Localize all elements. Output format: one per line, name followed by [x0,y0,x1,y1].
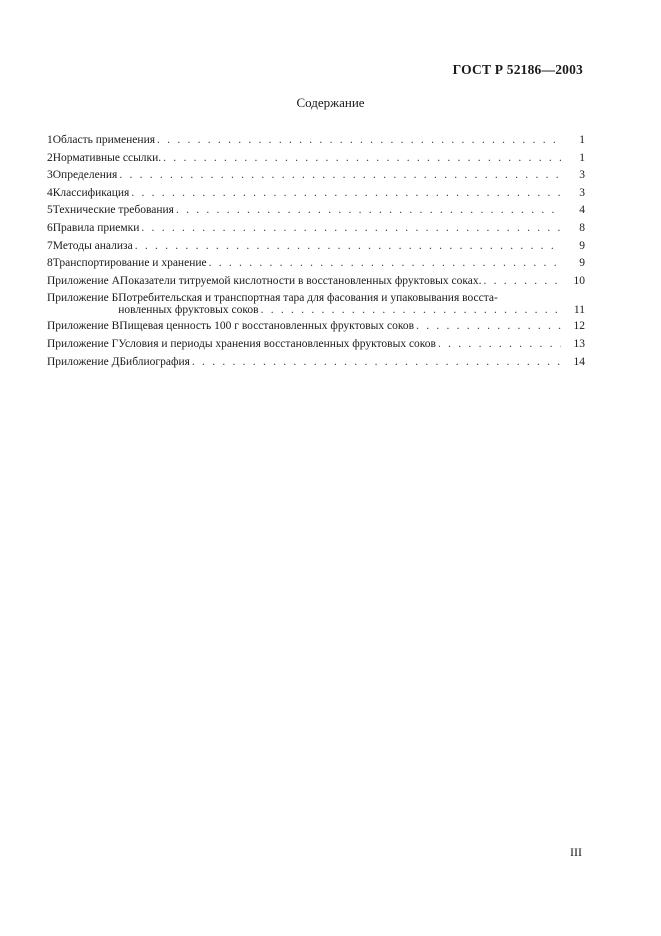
dot-leader [157,134,561,146]
toc-entry-number: 5 [47,204,53,217]
toc-entry-page: 1 [579,134,585,146]
dot-leader [209,257,561,269]
dot-leader [176,204,561,216]
dot-leader [438,338,561,350]
table-of-contents [47,134,585,373]
toc-entry [47,292,585,316]
toc-entry-number: 2 [47,151,53,164]
toc-entry-title: Условия и периоды хранения восстановленных фруктовых соков [118,337,436,350]
toc-entry-number: 3 [47,169,53,182]
toc-entry-title: Транспортирование и хранение [52,257,207,270]
toc-entry-page: 8 [579,221,585,234]
toc-entry-number: Приложение В [47,320,120,333]
toc-entry-title: Методы анализа [52,239,133,252]
toc-entry [47,134,585,152]
toc-entry-number: Приложение Г [47,337,119,350]
toc-entry-page: 14 [573,355,585,368]
toc-entry-title: Библиография [119,355,190,368]
toc-entry-title-line: Потребительская и транспортная тара для фасования и упаковывания восста- [118,292,498,305]
toc-title: Содержание [296,95,365,110]
dot-leader [163,152,561,164]
toc-entry [47,356,585,374]
toc-entry-page: 4 [579,204,585,217]
toc-entry-number: 8 [47,257,53,270]
dot-leader [131,187,561,199]
toc-entry-page: 1 [579,151,585,164]
toc-entry-title: Пищевая ценность 100 г восстановленных фруктовых соков [119,320,415,333]
toc-entry [47,152,585,170]
dot-leader [119,169,561,181]
toc-entry-page: 9 [579,257,585,270]
toc-entry-page: 12 [573,320,585,333]
toc-entry-number: Приложение А [47,274,120,287]
dot-leader [192,356,561,368]
toc-entry-number: 7 [47,239,53,252]
toc-entry [47,240,585,258]
toc-entry [47,204,585,222]
dot-leader [416,320,561,332]
toc-entry-title: Нормативные ссылки. [52,151,162,164]
dot-leader [141,222,561,234]
toc-entry [47,275,585,293]
toc-entry-number: 4 [47,186,53,199]
toc-entry-title: новленных фруктовых соков [118,304,259,317]
toc-entry-title: Определения [52,169,118,182]
toc-entry-title: Технические требования [52,204,174,217]
toc-entry-title: Классификация [52,186,130,199]
toc-entry-page: 3 [579,169,585,182]
toc-entry-page: 13 [573,337,585,350]
toc-entry [47,257,585,275]
toc-entry-page: 9 [579,239,585,252]
toc-entry-number: Приложение Д [47,355,120,368]
toc-entry [47,338,585,356]
toc-entry-title: Правила приемки [52,221,140,234]
document-id-header: ГОСТ Р 52186—2003 [452,62,583,77]
toc-entry [47,320,585,338]
toc-entry [47,222,585,240]
toc-entry-page: 10 [573,274,585,287]
toc-entry-page: 3 [579,186,585,199]
toc-entry [47,187,585,205]
toc-entry-page: 11 [573,304,585,317]
toc-entry-number: 6 [47,221,53,234]
dot-leader [483,275,561,287]
dot-leader [261,304,561,316]
dot-leader [135,240,561,252]
toc-entry-title: Показатели титруемой кислотности в восстановленных фруктовых соках. [119,274,482,287]
toc-entry [47,169,585,187]
toc-entry-number: Приложение Б [47,292,119,305]
page-number: III [570,845,582,859]
toc-entry-number: 1 [47,134,53,146]
toc-entry-title: Область применения [52,134,156,146]
